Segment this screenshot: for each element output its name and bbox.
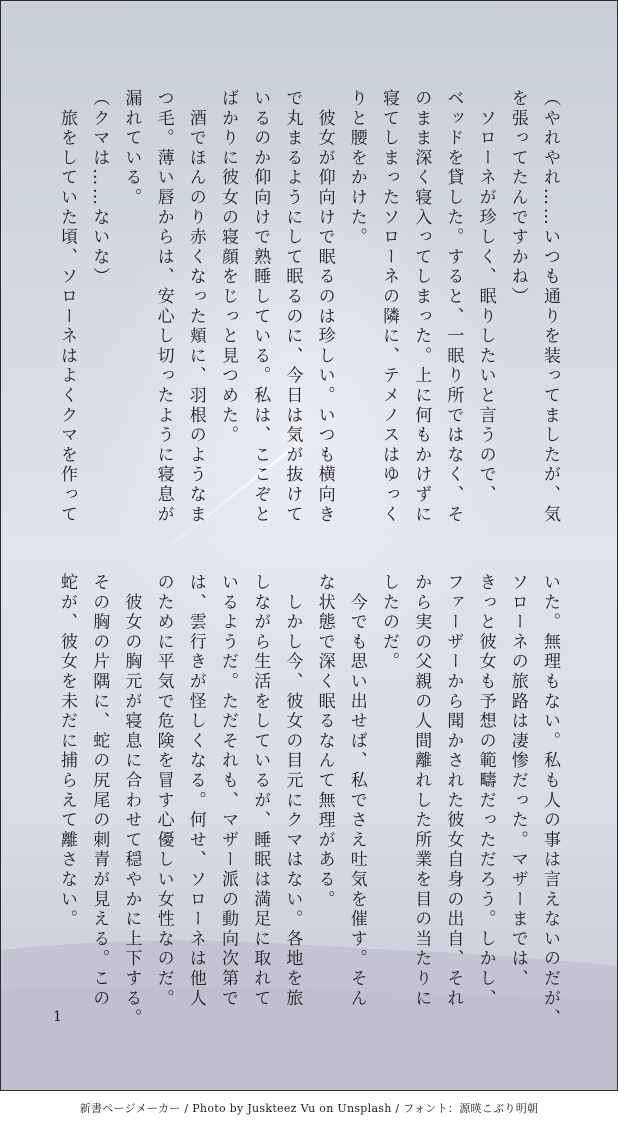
upper-text-line: つ毛。薄い唇からは、安心し切ったように寝息が xyxy=(153,89,174,525)
lower-text-line: 彼女の胸元が寝息に合わせて穏やかに上下する。 xyxy=(121,573,142,1029)
lower-text-line: は、雲行きが怪しくなる。何せ、ソローネは他人 xyxy=(185,573,206,1009)
lower-text-line: から実の父親の人間離れした所業を目の当たりに xyxy=(411,573,432,1009)
upper-text-line: 旅をしていた頃、ソローネはよくクマを作って xyxy=(57,89,77,525)
lower-text-line: したのだ。 xyxy=(379,573,399,672)
lower-text-line: 今でも思い出せば、私でさえ吐気を催す。そん xyxy=(346,573,367,1009)
lower-text-line: 蛇が、彼女を未だに捕らえて離さない。 xyxy=(57,573,77,930)
lower-text-line: しながら生活をしているが、睡眠は満足に取れて xyxy=(250,573,271,1009)
lower-text-line: きっと彼女も予想の範疇だっただろう。しかし、 xyxy=(475,573,496,1009)
upper-text-line: いるのか仰向けで熟睡している。私は、ここぞと xyxy=(250,89,271,525)
lower-text-line: しかし今、彼女の目元にクマはない。各地を旅 xyxy=(282,573,303,1009)
lower-text-line: いるようだ。ただそれも、マザー派の動向次第で xyxy=(218,573,238,1009)
upper-text-line: 酒でほんのり赤くなった頬に、羽根のようなま xyxy=(185,89,206,525)
upper-text-line: で丸まるようにして眠るのに、今日は気が抜けて xyxy=(282,89,303,525)
upper-text-line: （クマは……ないな） xyxy=(89,89,110,287)
upper-text-line: のまま深く寝入ってしまった。上に何もかけずに xyxy=(411,89,432,525)
upper-text-line: 漏れている。 xyxy=(121,89,142,208)
upper-text-line: （やれやれ……いつも通りを装ってましたが、気 xyxy=(540,89,560,525)
upper-text-line: りと腰をかけた。 xyxy=(346,89,367,248)
upper-text-line: ばかりに彼女の寝顔をじっと見つめた。 xyxy=(218,89,238,446)
upper-text-line: 彼女が仰向けで眠るのは珍しい。いつも横向き xyxy=(314,89,335,525)
lower-text-line: その胸の片隅に、蛇の尻尾の刺青が見える。この xyxy=(89,573,110,1009)
lower-text-line: な状態で深く眠るなんて無理がある。 xyxy=(314,573,335,910)
lower-text-line: のために平気で危険を冒す心優しい女性なのだ。 xyxy=(153,573,174,1009)
upper-text-line: ソローネが珍しく、眠りしたいと言うので、 xyxy=(475,89,496,505)
lower-text-line: ソローネの旅路は凄惨だった。マザーまでは、 xyxy=(507,573,528,989)
lower-text-line: ファーザーから聞かされた彼女自身の出自、それ xyxy=(443,573,464,1009)
lower-text-line: いた。無理もない。私も人の事は言えないのだが、 xyxy=(540,573,560,1029)
credit-line: 新書ページメーカー / Photo by Juskteez Vu on Unsplash / フォント：源暎こぶり明朝 xyxy=(79,1102,539,1115)
upper-text-line: 寝てしまったソローネの隣に、テメノスはゆっく xyxy=(379,89,399,525)
upper-text-line: ベッドを貸した。すると、一眠り所ではなく、そ xyxy=(443,89,464,525)
page-number: 1 xyxy=(53,1009,62,1025)
upper-text-line: を張ってたんですかね） xyxy=(507,89,528,307)
